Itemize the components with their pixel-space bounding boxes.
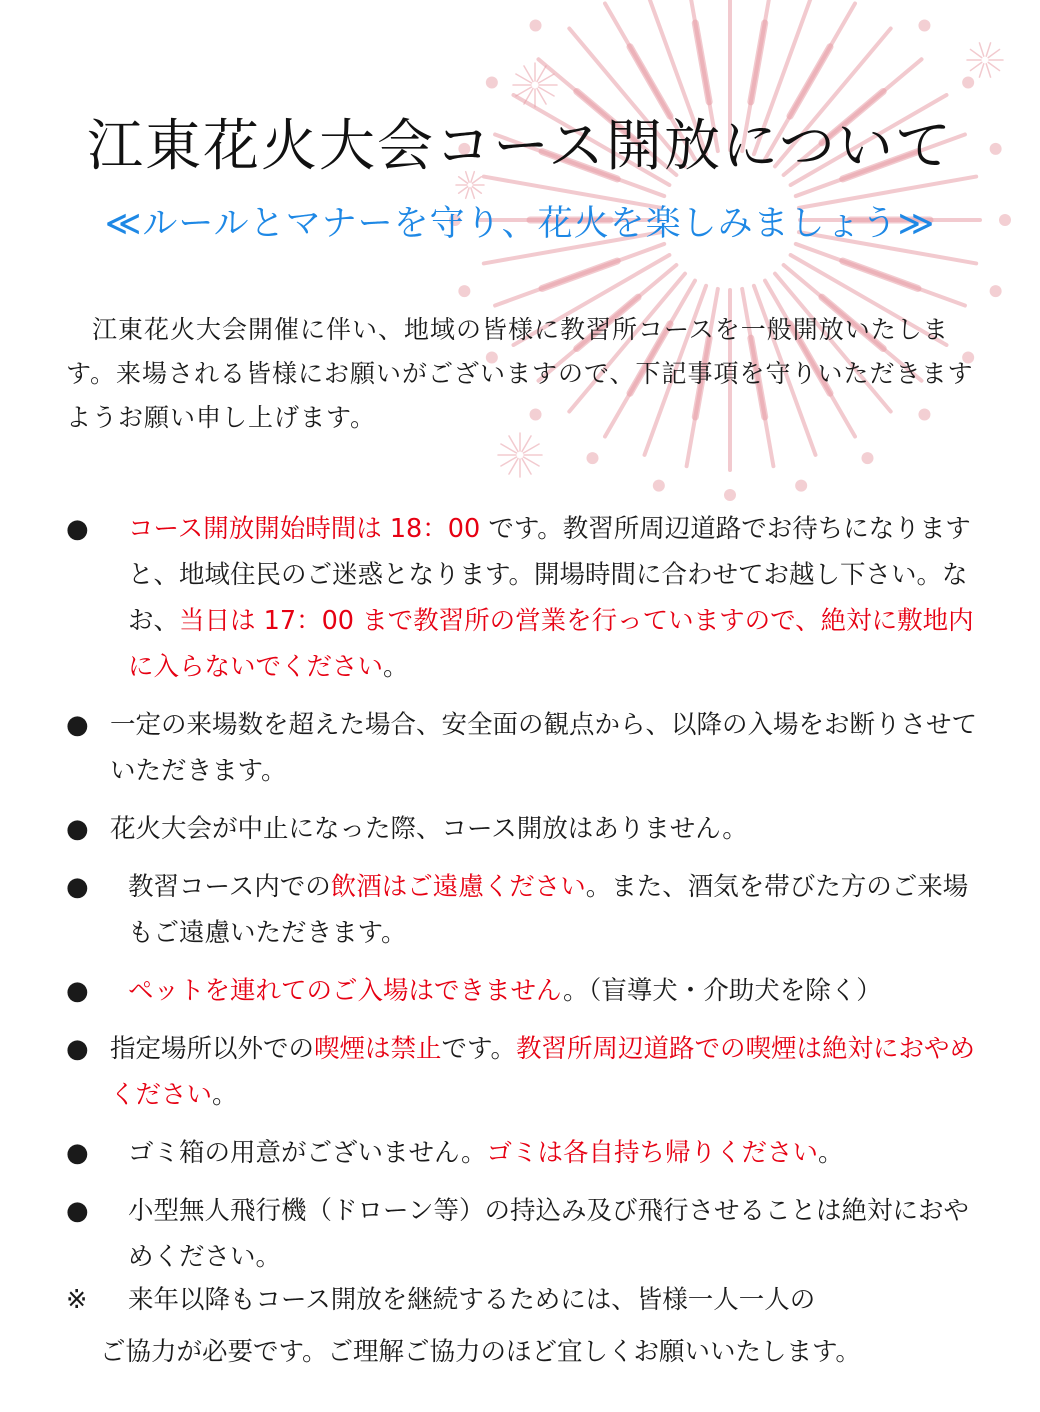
bullet-dot: ● — [66, 1196, 89, 1226]
bullet-dot: ● — [66, 1138, 89, 1168]
rule-text — [66, 1188, 986, 1280]
rule-segment: 指定場所以外での — [110, 1034, 315, 1064]
footer-note — [66, 1274, 986, 1378]
rule-emphasis: ペットを連れてのご入場はできません — [128, 976, 564, 1006]
rule-text — [66, 864, 986, 956]
rule-segment: 小型無人飛行機（ドローン等）の持込み及び飛行させることは絶対におやめください。 — [128, 1196, 969, 1272]
rule-text — [66, 806, 986, 852]
rule-emphasis: 飲酒はご遠慮ください — [330, 872, 586, 902]
rule-item — [66, 1130, 986, 1176]
rule-segment: 花火大会が中止になった際、コース開放はありません。 — [110, 814, 748, 844]
rule-emphasis: 喫煙は禁止 — [314, 1034, 442, 1064]
rule-segment: です。 — [441, 1034, 516, 1064]
rule-segment: 。 — [212, 1080, 238, 1110]
intro-text: 江東花火大会開催に伴い、地域の皆様に教習所コースを一般開放いたします。来場される皆様にお願いがございますので、下記事項を守りいただきますようお願い申し上げます。 — [66, 315, 974, 432]
rule-emphasis: コース開放開始時間は 18：00 — [128, 514, 481, 544]
rule-segment: 。また、酒気を帯びた方のご来場もご遠慮いただきます。 — [128, 872, 969, 948]
rule-segment: です。教習所周辺道路でお待ちになりますと、地域住民のご迷惑となります。開場時間に合わせてお越し下さい。なお、 — [128, 514, 971, 636]
rule-item — [66, 806, 986, 852]
page-title: 江東花火大会コース開放について — [86, 114, 954, 179]
rule-item — [66, 1188, 986, 1280]
note-line-2: ご協力が必要です。ご理解ご協力のほど宜しくお願いいたします。 — [100, 1337, 861, 1367]
rule-emphasis: 当日は 17：00 まで教習所の営業を行っていますので、絶対に敷地内に入らないでください — [128, 606, 974, 682]
bullet-dot: ● — [66, 1034, 89, 1064]
rule-item — [66, 968, 986, 1014]
bullet-dot: ● — [66, 514, 89, 544]
rule-segment: 一定の来場数を超えた場合、安全面の観点から、以降の入場をお断りさせていただきます。 — [110, 710, 978, 786]
rule-text — [66, 1130, 986, 1176]
rule-text — [66, 968, 986, 1014]
intro-paragraph — [66, 308, 986, 440]
bullet-dot: ● — [66, 976, 89, 1006]
rule-text — [66, 506, 986, 690]
rule-item — [66, 1026, 986, 1118]
bullet-dot: ● — [66, 872, 89, 902]
rule-segment: 。 — [383, 652, 409, 682]
rule-emphasis: 教習所周辺道路での喫煙は絶対におやめください — [110, 1034, 976, 1110]
rule-emphasis: ゴミは各自持ち帰りください — [486, 1138, 819, 1168]
bullet-dot: ● — [66, 814, 89, 844]
note-mark: ※ — [66, 1285, 88, 1315]
rule-item — [66, 864, 986, 956]
rules-list — [66, 506, 986, 1292]
rule-item — [66, 702, 986, 794]
rule-text — [66, 702, 986, 794]
rule-segment: ゴミ箱の用意がございません。 — [128, 1138, 487, 1168]
rule-item — [66, 506, 986, 690]
rule-segment: 。 — [818, 1138, 844, 1168]
bullet-dot: ● — [66, 710, 89, 740]
note-line-1: 来年以降もコース開放を継続するためには、皆様一人一人の — [128, 1285, 816, 1315]
rule-segment: 教習コース内での — [128, 872, 331, 902]
page-subtitle: ≪ルールとマナーを守り、花火を楽しみましょう≫ — [104, 204, 936, 244]
rule-segment: 。（盲導犬・介助犬を除く） — [563, 976, 882, 1006]
rule-text — [66, 1026, 986, 1118]
